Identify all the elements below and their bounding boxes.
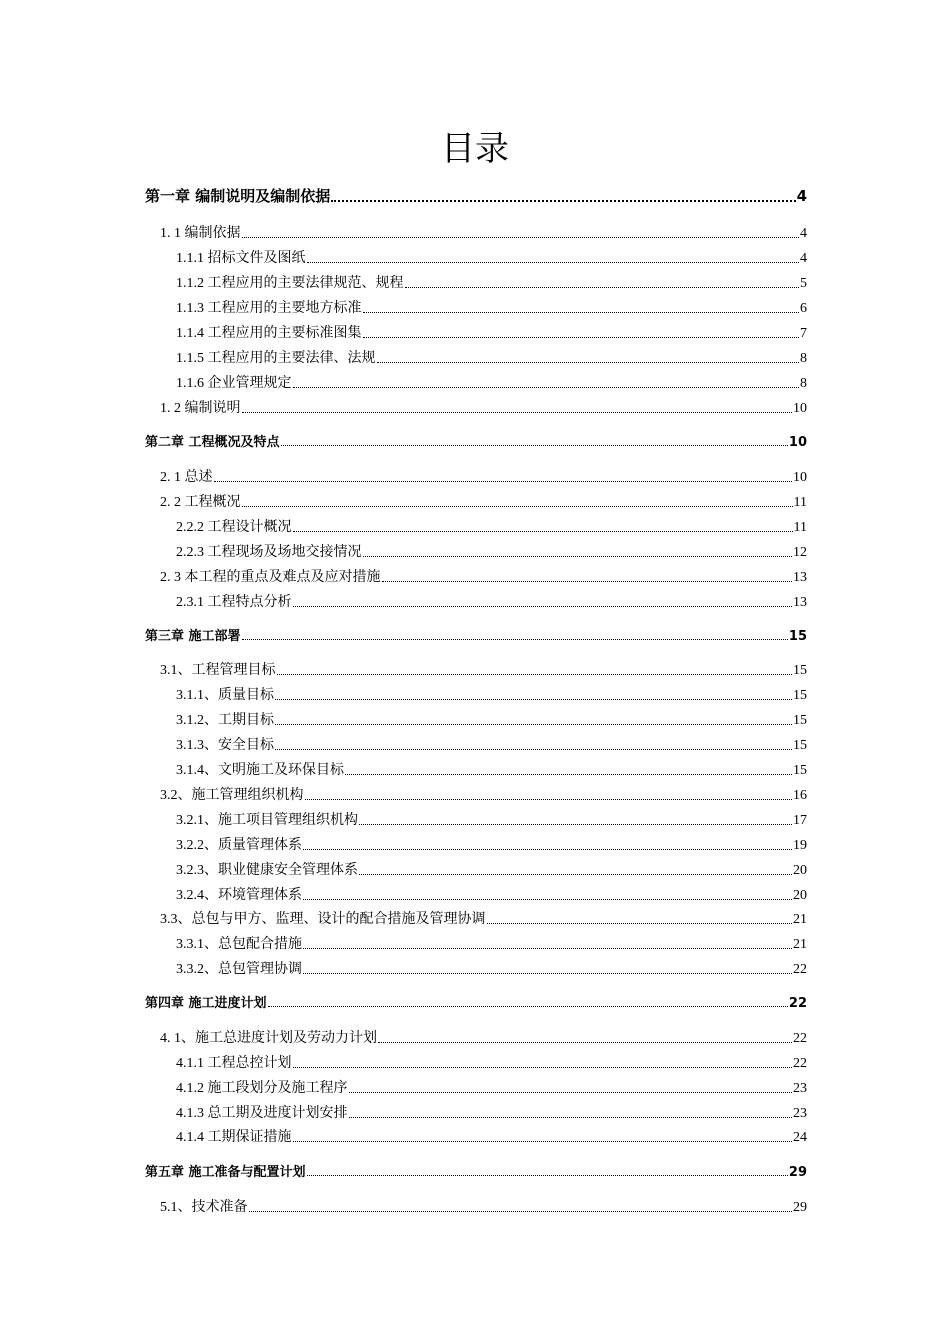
toc-entry-page-number: 17 <box>793 813 807 828</box>
toc-entry-title: 2.2.3 工程现场及场地交接情况 <box>176 545 362 560</box>
toc-section-entry[interactable] <box>160 222 807 242</box>
dot-leader <box>305 799 793 800</box>
toc-entry-title: 4.1.1 工程总控计划 <box>176 1056 292 1071</box>
toc-entry-title: 1.1.1 招标文件及图纸 <box>176 251 306 266</box>
dot-leader <box>277 674 793 675</box>
toc-entry-title: 2.3.1 工程特点分析 <box>176 595 292 610</box>
toc-entry-title: 3.2.3、职业健康安全管理体系 <box>176 863 358 878</box>
dot-leader <box>303 973 792 974</box>
dot-leader <box>331 200 795 202</box>
toc-subsection-entry[interactable] <box>176 684 807 704</box>
toc-entry-page-number: 24 <box>793 1130 807 1145</box>
dot-leader <box>487 923 793 924</box>
toc-entry-title: 3.2、施工管理组织机构 <box>160 788 304 803</box>
toc-subsection-entry[interactable] <box>176 1052 807 1072</box>
toc-entry-page-number: 22 <box>793 1031 807 1046</box>
dot-leader <box>242 639 788 640</box>
dot-leader <box>293 606 793 607</box>
toc-entry-page-number: 15 <box>793 738 807 753</box>
dot-leader <box>349 1117 793 1118</box>
toc-section-entry[interactable] <box>160 659 807 679</box>
dot-leader <box>405 287 800 288</box>
toc-entry-title: 4. 1、施工总进度计划及劳动力计划 <box>160 1031 377 1046</box>
toc-subsection-entry[interactable] <box>176 297 807 317</box>
toc-entry-page-number: 5 <box>800 276 807 291</box>
toc-entry-title: 5.1、技术准备 <box>160 1200 248 1215</box>
toc-subsection-entry[interactable] <box>176 759 807 779</box>
toc-entry-page-number: 15 <box>793 763 807 778</box>
toc-section-entry[interactable] <box>160 397 807 417</box>
toc-entry-page-number: 22 <box>793 962 807 977</box>
dot-leader <box>293 531 793 532</box>
toc-entry-title: 第三章 施工部署 <box>145 629 241 644</box>
toc-entry-title: 1.1.6 企业管理规定 <box>176 376 292 391</box>
dot-leader <box>303 849 792 850</box>
toc-entry-page-number: 11 <box>793 495 807 510</box>
dot-leader <box>214 481 793 482</box>
toc-subsection-entry[interactable] <box>176 247 807 267</box>
toc-entry-title: 3.3、总包与甲方、监理、设计的配合措施及管理协调 <box>160 912 486 927</box>
toc-subsection-entry[interactable] <box>176 859 807 879</box>
toc-entry-title: 1. 1 编制依据 <box>160 226 241 241</box>
toc-entry-page-number: 15 <box>793 663 807 678</box>
dot-leader <box>293 387 800 388</box>
toc-entry-page-number: 8 <box>800 376 807 391</box>
dot-leader <box>307 1175 788 1176</box>
toc-entry-title: 第一章 编制说明及编制依据 <box>145 187 331 205</box>
dot-leader <box>303 948 792 949</box>
dot-leader <box>363 337 800 338</box>
toc-title: 目录 <box>441 129 509 169</box>
toc-entry-title: 1.1.3 工程应用的主要地方标准 <box>176 301 362 316</box>
toc-entry-title: 第四章 施工进度计划 <box>145 996 267 1011</box>
toc-chapter-entry[interactable] <box>145 185 807 206</box>
toc-section-entry[interactable] <box>160 466 807 486</box>
toc-entry-title: 3.2.4、环境管理体系 <box>176 888 302 903</box>
toc-entry-title: 4.1.2 施工段划分及施工程序 <box>176 1081 348 1096</box>
toc-entry-page-number: 13 <box>793 595 807 610</box>
dot-leader <box>359 824 792 825</box>
toc-chapter-entry[interactable] <box>145 625 807 644</box>
toc-entry-title: 第五章 施工准备与配置计划 <box>145 1165 306 1180</box>
toc-entry-title: 4.1.4 工期保证措施 <box>176 1130 292 1145</box>
toc-entry-page-number: 15 <box>788 629 807 644</box>
toc-entry-title: 4.1.3 总工期及进度计划安排 <box>176 1106 348 1121</box>
toc-entry-page-number: 12 <box>793 545 807 560</box>
toc-subsection-entry[interactable] <box>176 1126 807 1146</box>
toc-entry-page-number: 21 <box>793 937 807 952</box>
toc-subsection-entry[interactable] <box>176 958 807 978</box>
toc-chapter-entry[interactable] <box>145 1161 807 1180</box>
toc-entry-title: 1. 2 编制说明 <box>160 401 241 416</box>
dot-leader <box>275 749 792 750</box>
toc-entry-title: 3.3.1、总包配合措施 <box>176 937 302 952</box>
dot-leader <box>275 724 792 725</box>
toc-subsection-entry[interactable] <box>176 541 807 561</box>
toc-subsection-entry[interactable] <box>176 709 807 729</box>
toc-entry-page-number: 15 <box>793 688 807 703</box>
toc-entry-title: 3.3.2、总包管理协调 <box>176 962 302 977</box>
toc-subsection-entry[interactable] <box>176 372 807 392</box>
toc-entry-page-number: 4 <box>800 226 807 241</box>
toc-entry-page-number: 11 <box>793 520 807 535</box>
dot-leader <box>377 362 800 363</box>
dot-leader <box>382 581 793 582</box>
toc-entry-page-number: 22 <box>793 1056 807 1071</box>
toc-entry-page-number: 20 <box>793 888 807 903</box>
toc-subsection-entry[interactable] <box>176 516 807 536</box>
toc-entry-page-number: 19 <box>793 838 807 853</box>
toc-entry-title: 2.2.2 工程设计概况 <box>176 520 292 535</box>
toc-subsection-entry[interactable] <box>176 1077 807 1097</box>
toc-entry-page-number: 10 <box>793 401 807 416</box>
toc-entry-title: 3.1.1、质量目标 <box>176 688 274 703</box>
toc-entry-title: 2. 2 工程概况 <box>160 495 241 510</box>
toc-entry-title: 1.1.2 工程应用的主要法律规范、规程 <box>176 276 404 291</box>
dot-leader <box>303 899 792 900</box>
toc-entry-title: 3.1.3、安全目标 <box>176 738 274 753</box>
dot-leader <box>378 1042 792 1043</box>
dot-leader <box>345 774 792 775</box>
toc-entry-title: 3.1.2、工期目标 <box>176 713 274 728</box>
dot-leader <box>307 262 800 263</box>
toc-entry-page-number: 13 <box>793 570 807 585</box>
dot-leader <box>249 1211 793 1212</box>
toc-entry-title: 3.1.4、文明施工及环保目标 <box>176 763 344 778</box>
dot-leader <box>363 556 793 557</box>
toc-entry-title: 2. 3 本工程的重点及难点及应对措施 <box>160 570 381 585</box>
dot-leader <box>359 874 792 875</box>
toc-subsection-entry[interactable] <box>176 884 807 904</box>
dot-leader <box>293 1141 793 1142</box>
toc-entry-page-number: 8 <box>800 351 807 366</box>
toc-entry-title: 1.1.4 工程应用的主要标准图集 <box>176 326 362 341</box>
toc-entry-title: 1.1.5 工程应用的主要法律、法规 <box>176 351 376 366</box>
toc-entry-page-number: 4 <box>800 251 807 266</box>
toc-chapter-entry[interactable] <box>145 992 807 1011</box>
toc-subsection-entry[interactable] <box>176 591 807 611</box>
toc-entry-page-number: 15 <box>793 713 807 728</box>
toc-subsection-entry[interactable] <box>176 322 807 342</box>
toc-section-entry[interactable] <box>160 1027 807 1047</box>
toc-entry-page-number: 10 <box>788 435 807 450</box>
dot-leader <box>242 412 793 413</box>
toc-subsection-entry[interactable] <box>176 1102 807 1122</box>
toc-section-entry[interactable] <box>160 1196 807 1216</box>
toc-entry-title: 2. 1 总述 <box>160 470 213 485</box>
toc-entry-page-number: 6 <box>800 301 807 316</box>
toc-subsection-entry[interactable] <box>176 809 807 829</box>
toc-entry-page-number: 23 <box>793 1081 807 1096</box>
toc-subsection-entry[interactable] <box>176 734 807 754</box>
toc-entry-page-number: 23 <box>793 1106 807 1121</box>
toc-entry-page-number: 29 <box>788 1165 807 1180</box>
toc-subsection-entry[interactable] <box>176 834 807 854</box>
toc-subsection-entry[interactable] <box>176 272 807 292</box>
toc-entry-page-number: 4 <box>796 187 807 205</box>
dot-leader <box>242 506 793 507</box>
toc-entry-title: 3.1、工程管理目标 <box>160 663 276 678</box>
dot-leader <box>281 445 788 446</box>
dot-leader <box>363 312 800 313</box>
dot-leader <box>275 699 792 700</box>
toc-section-entry[interactable] <box>160 908 807 928</box>
toc-entry-page-number: 10 <box>793 470 807 485</box>
dot-leader <box>268 1006 788 1007</box>
toc-entry-page-number: 21 <box>793 912 807 927</box>
toc-entry-title: 3.2.2、质量管理体系 <box>176 838 302 853</box>
toc-entry-title: 3.2.1、施工项目管理组织机构 <box>176 813 358 828</box>
dot-leader <box>349 1092 793 1093</box>
toc-subsection-entry[interactable] <box>176 347 807 367</box>
dot-leader <box>293 1067 793 1068</box>
dot-leader <box>242 237 800 238</box>
toc-entry-page-number: 16 <box>793 788 807 803</box>
toc-entry-page-number: 22 <box>788 996 807 1011</box>
toc-chapter-entry[interactable] <box>145 431 807 450</box>
toc-section-entry[interactable] <box>160 566 807 586</box>
toc-entry-page-number: 20 <box>793 863 807 878</box>
toc-entry-page-number: 29 <box>793 1200 807 1215</box>
toc-section-entry[interactable] <box>160 784 807 804</box>
toc-entry-title: 第二章 工程概况及特点 <box>145 435 280 450</box>
toc-entry-page-number: 7 <box>800 326 807 341</box>
toc-subsection-entry[interactable] <box>176 933 807 953</box>
toc-section-entry[interactable] <box>160 491 807 511</box>
